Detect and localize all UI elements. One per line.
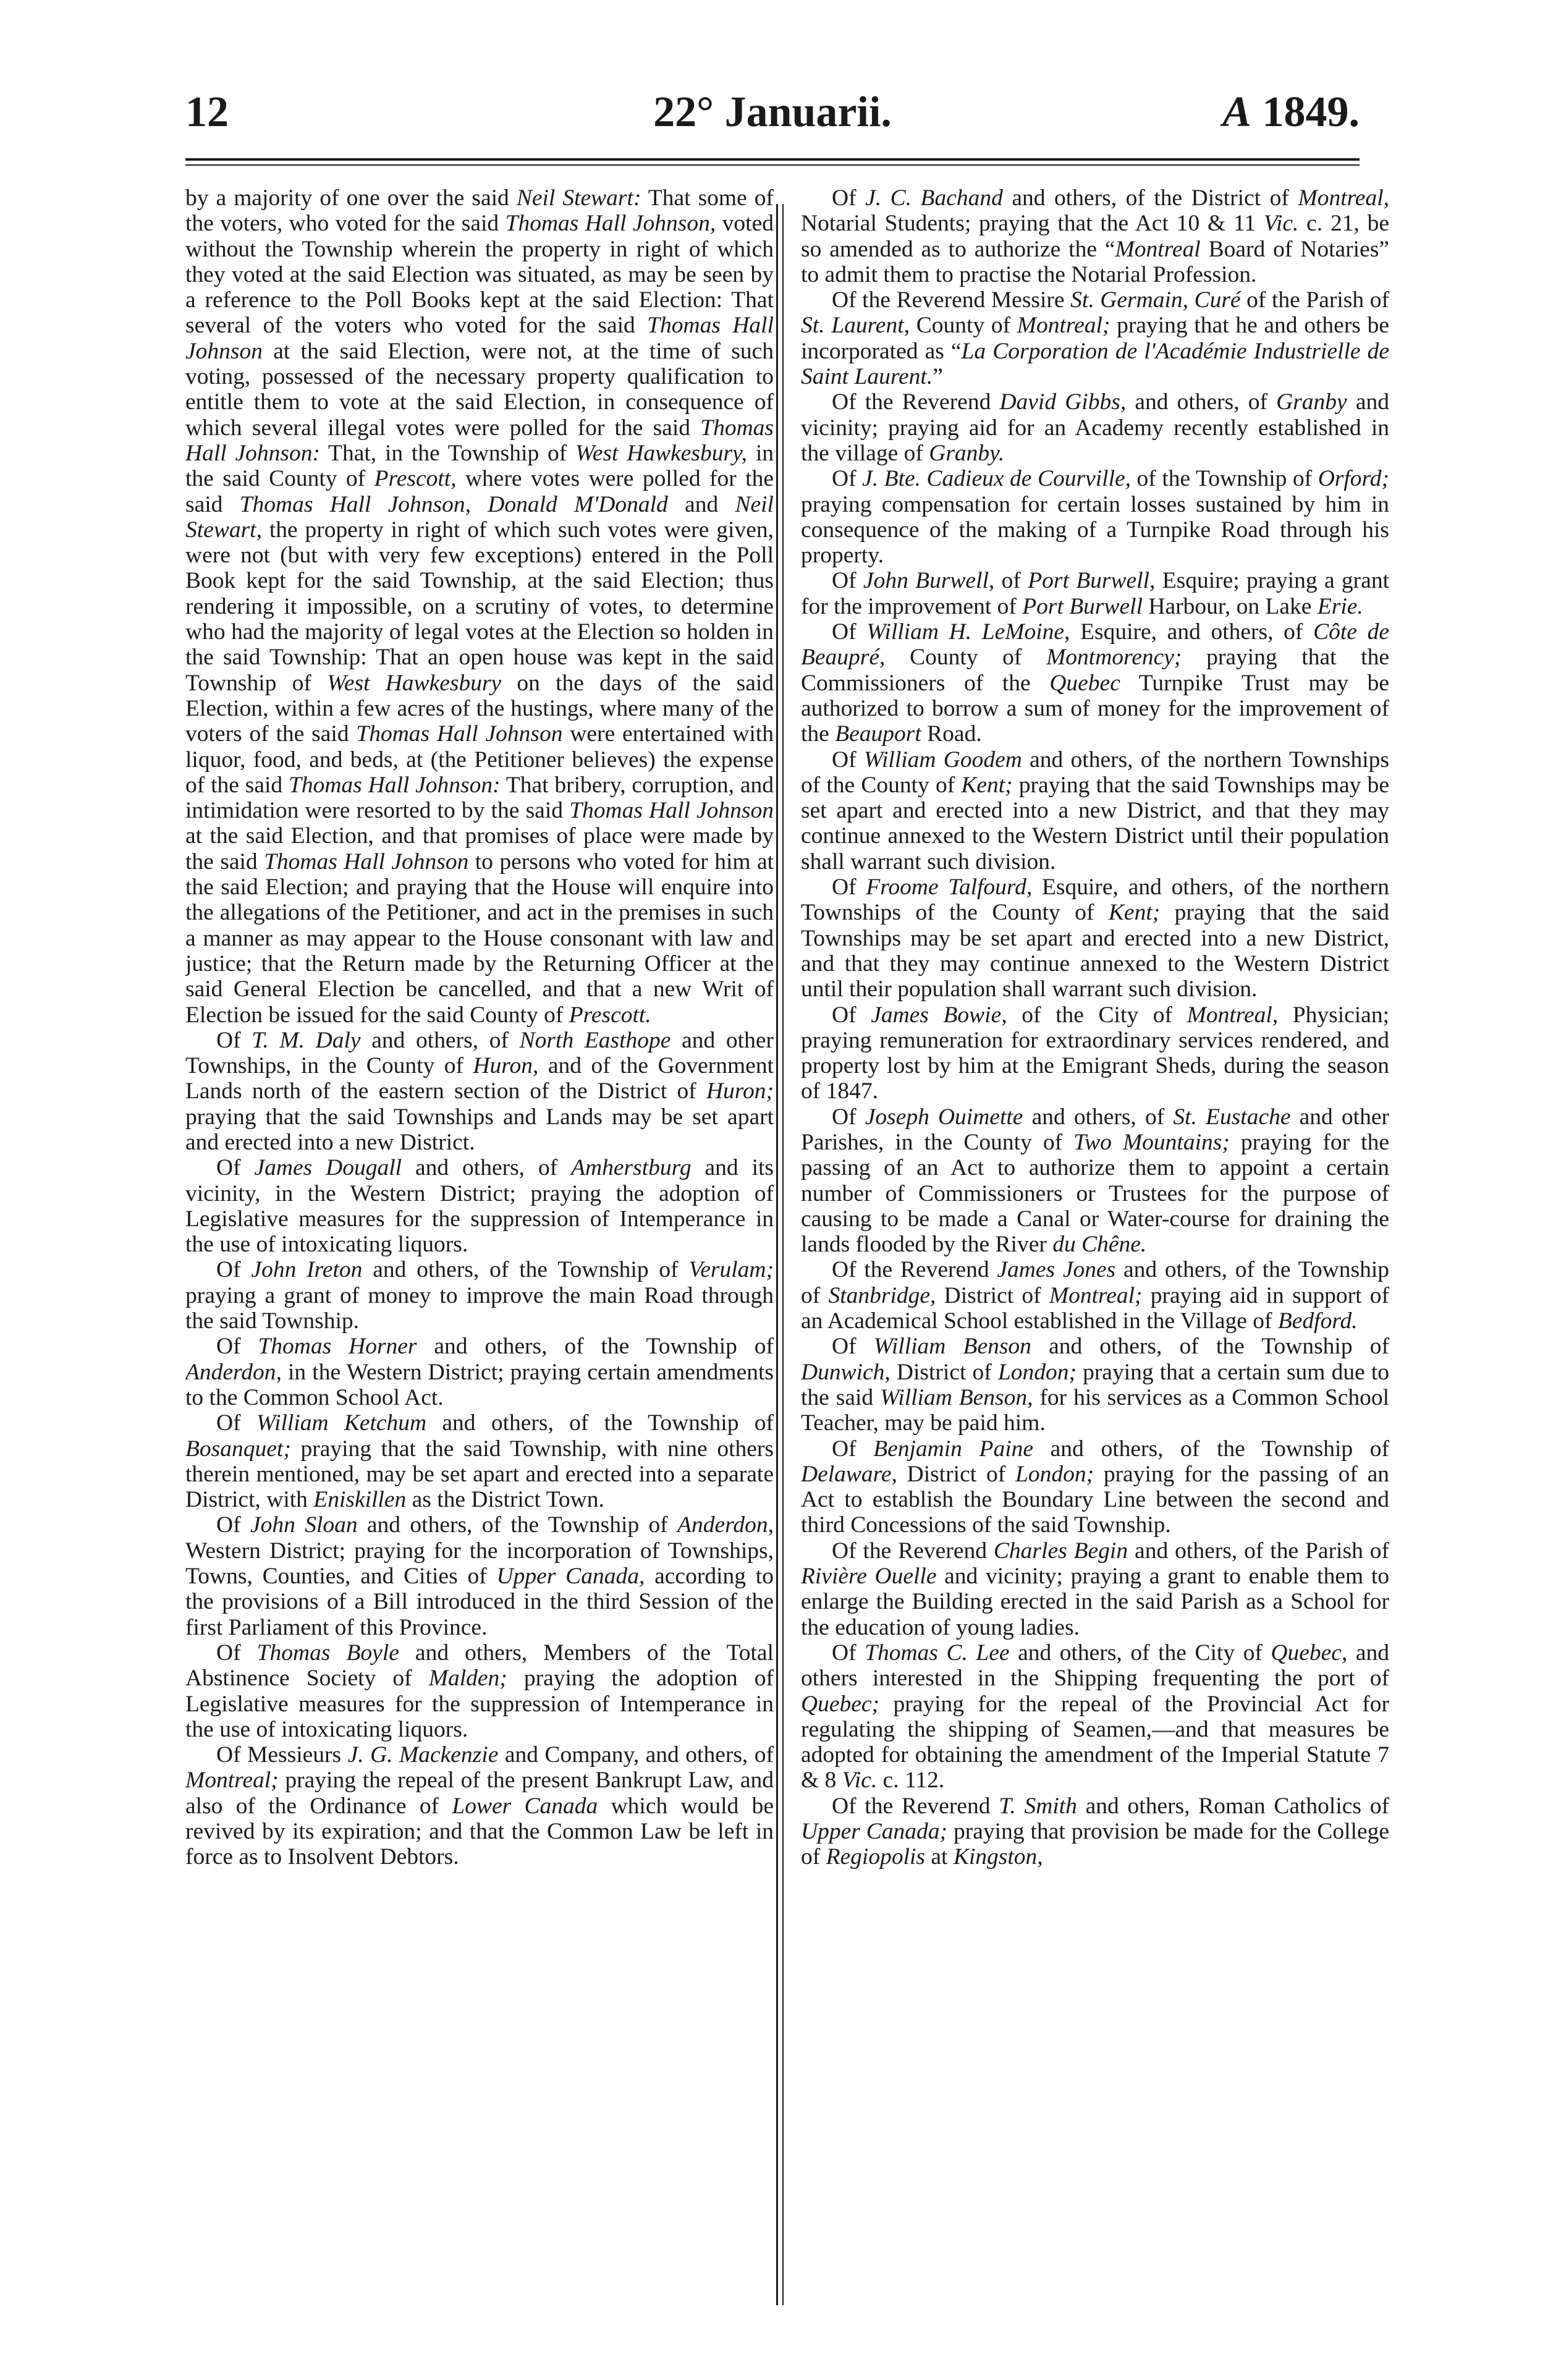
left-column-paragraph: Of T. M. Daly and others, of North Easthope and other Townships, in the County of Huron, and of the Government Lands north of the eastern section of the District of Huron; praying that the said Townships and Lands may be set apart and erected into a new District. <box>185 1027 774 1155</box>
left-column <box>185 185 774 2311</box>
left-column-paragraph: Of James Dougall and others, of Amherstburg and its vicinity, in the Western District; praying the adoption of Legislative measures for the suppression of Intemperance in the use of intoxicating liquors. <box>185 1155 774 1258</box>
running-head <box>185 82 1360 143</box>
right-column-paragraph: Of Joseph Ouimette and others, of St. Eustache and other Parishes, in the County of Two Mountains; praying for the passing of an Act to authorize them to appoint a certain number of Commissioners or Trustees for the purpose of causing to be made a Canal or Water-course for draining the lands flooded by the River du Chêne. <box>801 1104 1389 1258</box>
right-column-paragraph: Of William Goodem and others, of the northern Townships of the County of Kent; praying that the said Townships may be set apart and erected into a new District, and that they may continue annexed to the Western District until their population shall warrant such division. <box>801 747 1389 875</box>
running-date: 22° Januarii. <box>653 88 892 136</box>
right-column-paragraph: Of Thomas C. Lee and others, of the City of Quebec, and others interested in the Shipping frequenting the port of Quebec; praying for the repeal of the Provincial Act for regulating the shipping of Seamen,—and that measures be adopted for obtaining the amendment of the Imperial Statute 7 & 8 Vic. c. 112. <box>801 1640 1389 1793</box>
left-column-paragraph: Of John Sloan and others, of the Township of Anderdon, Western District; praying for the incorporation of Townships, Towns, Counties, and Cities of Upper Canada, according to the provisions of a Bill introduced in the third Session of the first Parliament of this Province. <box>185 1512 774 1640</box>
left-column-paragraph: Of William Ketchum and others, of the Township of Bosanquet; praying that the said Township, with nine others therein mentioned, may be set apart and erected into a separate District, with Eniskillen as the District Town. <box>185 1410 774 1513</box>
right-column-paragraph: Of J. C. Bachand and others, of the District of Montreal, Notarial Students; praying that the Act 10 & 11 Vic. c. 21, be so amended as to authorize the “Montreal Board of Notaries” to admit them to practise the Notarial Profession. <box>801 185 1389 287</box>
right-column-paragraph: Of James Bowie, of the City of Montreal, Physician; praying remuneration for extraordinary services rendered, and property lost by him at the Emigrant Sheds, during the season of 1847. <box>801 1002 1389 1104</box>
page-number: 12 <box>185 88 229 136</box>
right-column-paragraph: Of Froome Talfourd, Esquire, and others, of the northern Townships of the County of Kent; praying that the said Townships may be set apart and erected into a new District, and that they may continue annexed to the Western District until their population shall warrant such division. <box>801 875 1389 1002</box>
year-prefix: A <box>1222 88 1251 136</box>
right-column-paragraph: Of J. Bte. Cadieux de Courville, of the Township of Orford; praying compensation for certain losses sustained by him in consequence of the making of a Turnpike Road through his property. <box>801 466 1389 569</box>
right-column-paragraph: Of William Benson and others, of the Township of Dunwich, District of London; praying that a certain sum due to the said William Benson, for his services as a Common School Teacher, may be paid him. <box>801 1334 1389 1436</box>
right-column-paragraph: Of William H. LeMoine, Esquire, and others, of Côte de Beaupré, County of Montmorency; praying that the Commissioners of the Quebec Turnpike Trust may be authorized to borrow a sum of money for the improvement of the Beauport Road. <box>801 619 1389 747</box>
right-column-paragraph: Of John Burwell, of Port Burwell, Esquire; praying a grant for the improvement of Port Burwell Harbour, on Lake Erie. <box>801 568 1389 619</box>
left-column-paragraph: Of Thomas Boyle and others, Members of the Total Abstinence Society of Malden; praying the adoption of Legislative measures for the suppression of Intemperance in the use of intoxicating liquors. <box>185 1640 774 1742</box>
right-column-paragraph: Of the Reverend Messire St. Germain, Curé of the Parish of St. Laurent, County of Montreal; praying that he and others be incorporated as “La Corporation de l'Académie Industrielle de Saint Laurent.” <box>801 287 1389 390</box>
header-rule-thick <box>185 158 1360 161</box>
left-column-paragraph: Of John Ireton and others, of the Township of Verulam; praying a grant of money to improve the main Road through the said Township. <box>185 1257 774 1334</box>
column-divider <box>776 204 778 2305</box>
running-year <box>1222 82 1360 143</box>
year-number: 1849. <box>1262 88 1360 136</box>
right-column-paragraph: Of the Reverend Charles Begin and others, of the Parish of Rivière Ouelle and vicinity; praying a grant to enable them to enlarge the Building erected in the said Parish as a School for the education of young ladies. <box>801 1538 1389 1640</box>
right-column-paragraph: Of the Reverend David Gibbs, and others, of Granby and vicinity; praying aid for an Academy recently established in the village of Granby. <box>801 389 1389 466</box>
left-column-paragraph: Of Thomas Horner and others, of the Township of Anderdon, in the Western District; praying certain amendments to the Common School Act. <box>185 1334 774 1410</box>
right-column-paragraph: Of the Reverend James Jones and others, of the Township of Stanbridge, District of Montreal; praying aid in support of an Academical School established in the Village of Bedford. <box>801 1257 1389 1334</box>
right-column-paragraph: Of the Reverend T. Smith and others, Roman Catholics of Upper Canada; praying that provision be made for the College of Regiopolis at Kingston, <box>801 1793 1389 1870</box>
column-divider-inner <box>782 204 784 2305</box>
left-column-paragraph: by a majority of one over the said Neil Stewart: That some of the voters, who voted for the said Thomas Hall Johnson, voted without the Township wherein the property in right of which they voted at the said Election was situated, as may be seen by a reference to the Poll Books kept at the said Election: That several of the voters who voted for the said Thomas Hall Johnson at the said Election, were not, at the time of such voting, possessed of the necessary property qualification to entitle them to vote at the said Election, in consequence of which several illegal votes were polled for the said Thomas Hall Johnson: That, in the Township of West Hawkesbury, in the said County of Prescott, where votes were polled for the said Thomas Hall Johnson, Donald M'Donald and Neil Stewart, the property in right of which such votes were given, were not (but with very few exceptions) entered in the Poll Book kept for the said Township, at the said Election; thus rendering it impossible, on a scrutiny of votes, to determine who had the majority of legal votes at the Election so holden in the said Township: That an open house was kept in the said Township of West Hawkesbury on the days of the said Election, within a few acres of the hustings, where many of the voters of the said Thomas Hall Johnson were entertained with liquor, food, and beds, at (the Petitioner believes) the expense of the said Thomas Hall Johnson: That bribery, corruption, and intimidation were resorted to by the said Thomas Hall Johnson at the said Election, and that promises of place were made by the said Thomas Hall Johnson to persons who voted for him at the said Election; and praying that the House will enquire into the allegations of the Petitioner, and act in the premises in such a manner as may appear to the House consonant with law and justice; that the Return made by the Returning Officer at the said General Election be cancelled, and that a new Writ of Election be issued for the said County of Prescott. <box>185 185 774 1028</box>
header-rule-thin <box>185 164 1360 166</box>
left-column-paragraph: Of Messieurs J. G. Mackenzie and Company, and others, of Montreal; praying the repeal of the present Bankrupt Law, and also of the Ordinance of Lower Canada which would be revived by its expiration; and that the Common Law be left in force as to Insolvent Debtors. <box>185 1742 774 1870</box>
right-column-paragraph: Of Benjamin Paine and others, of the Township of Delaware, District of London; praying for the passing of an Act to establish the Boundary Line between the second and third Concessions of the said Township. <box>801 1436 1389 1538</box>
right-column <box>801 185 1389 2311</box>
